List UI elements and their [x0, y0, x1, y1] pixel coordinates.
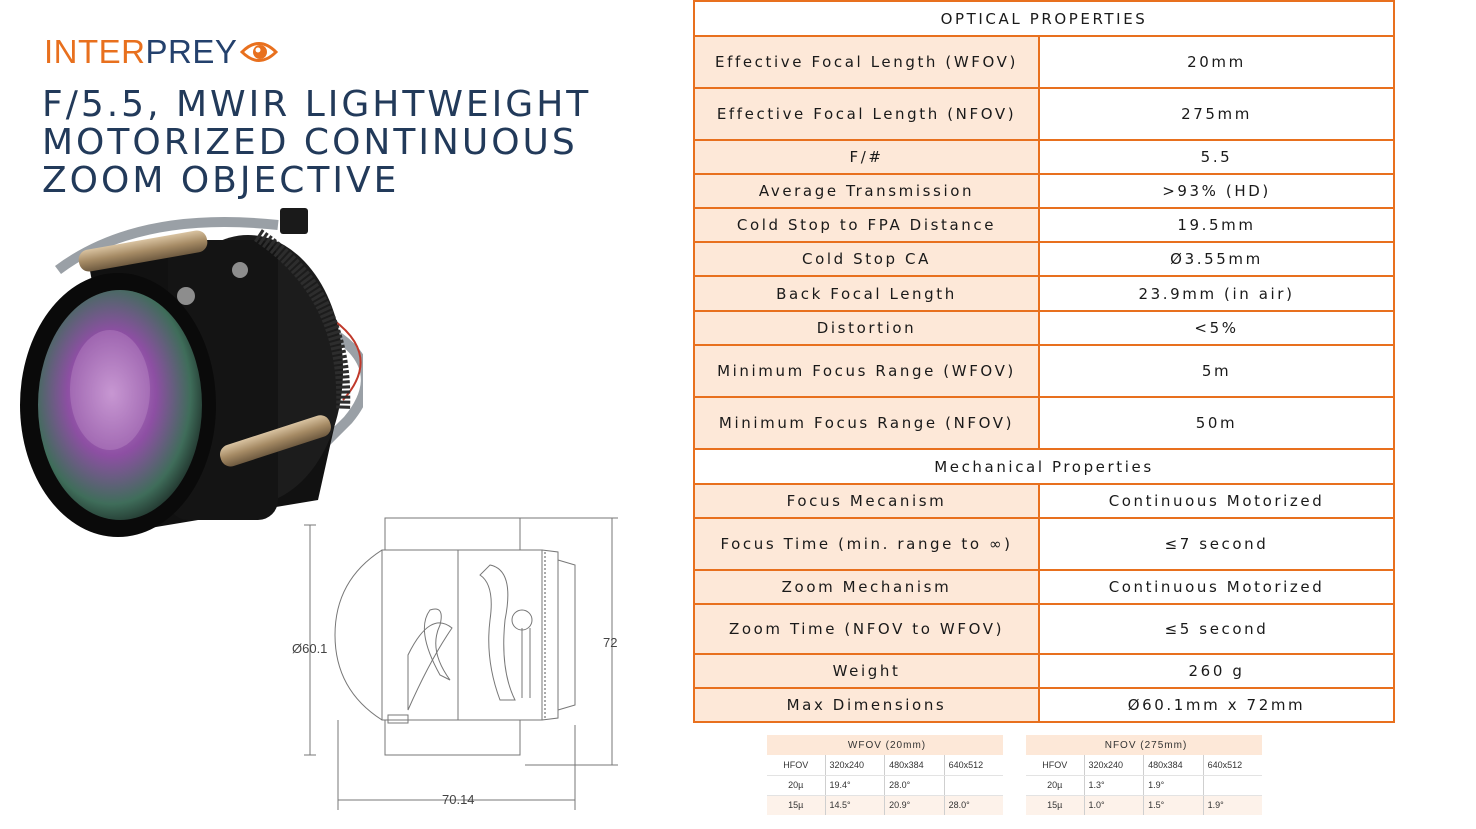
optical-property-value: 5m: [1039, 345, 1394, 397]
optical-property-label: Effective Focal Length (NFOV): [694, 88, 1039, 140]
properties-table: [693, 0, 1395, 723]
optical-property-row: [694, 311, 1394, 345]
product-title: [42, 86, 662, 200]
mechanical-properties-header: Mechanical Properties: [694, 449, 1394, 484]
optical-property-label: Minimum Focus Range (NFOV): [694, 397, 1039, 449]
wfov-col-header: 320x240: [825, 755, 885, 775]
wfov-cell: 20.9°: [885, 795, 945, 815]
lens-photo-image: [18, 200, 363, 545]
optical-property-label: Cold Stop CA: [694, 242, 1039, 276]
mechanical-property-row: [694, 484, 1394, 518]
title-line-1: F/5.5, MWIR LIGHTWEIGHT: [42, 84, 592, 125]
mechanical-property-row: [694, 688, 1394, 722]
optical-property-value: <5%: [1039, 311, 1394, 345]
mechanical-property-value: Continuous Motorized: [1039, 570, 1394, 604]
optical-property-row: [694, 276, 1394, 311]
nfov-cell: 1.9°: [1144, 775, 1204, 795]
mechanical-property-row: [694, 570, 1394, 604]
optical-property-row: [694, 174, 1394, 208]
optical-property-value: 275mm: [1039, 88, 1394, 140]
diameter-dimension-label: Ø60.1: [292, 641, 328, 656]
technical-drawing: [290, 510, 630, 815]
optical-property-row: [694, 208, 1394, 242]
mechanical-property-value: Continuous Motorized: [1039, 484, 1394, 518]
optical-property-row: [694, 140, 1394, 174]
wfov-col-header: HFOV: [767, 755, 825, 775]
optical-property-row: [694, 242, 1394, 276]
mechanical-property-label: Zoom Mechanism: [694, 570, 1039, 604]
optical-property-label: Cold Stop to FPA Distance: [694, 208, 1039, 242]
nfov-cell: 20µ: [1026, 775, 1084, 795]
logo-text-prey: PREY: [145, 33, 238, 70]
mechanical-property-value: Ø60.1mm x 72mm: [1039, 688, 1394, 722]
optical-property-row: [694, 36, 1394, 88]
nfov-cell: [1203, 775, 1262, 795]
mechanical-property-label: Focus Mecanism: [694, 484, 1039, 518]
nfov-cell: 1.5°: [1144, 795, 1204, 815]
wfov-cell: 14.5°: [825, 795, 885, 815]
nfov-cell: 15µ: [1026, 795, 1084, 815]
optical-property-label: F/#: [694, 140, 1039, 174]
optical-property-value: 50m: [1039, 397, 1394, 449]
mechanical-property-label: Focus Time (min. range to ∞): [694, 518, 1039, 570]
optical-property-label: Effective Focal Length (WFOV): [694, 36, 1039, 88]
wfov-cell: 28.0°: [944, 795, 1003, 815]
mechanical-property-row: [694, 604, 1394, 654]
optical-property-value: 19.5mm: [1039, 208, 1394, 242]
optical-property-row: [694, 88, 1394, 140]
nfov-table: [1026, 735, 1262, 815]
nfov-table-title: NFOV (275mm): [1026, 735, 1262, 755]
nfov-col-header: 480x384: [1144, 755, 1204, 775]
wfov-table: [767, 735, 1003, 815]
eye-logo-icon: [239, 37, 279, 67]
wfov-cell: [944, 775, 1003, 795]
mechanical-property-value: ≤7 second: [1039, 518, 1394, 570]
nfov-cell: 1.3°: [1084, 775, 1144, 795]
mechanical-property-value: 260 g: [1039, 654, 1394, 688]
optical-property-value: >93% (HD): [1039, 174, 1394, 208]
title-line-3: ZOOM OBJECTIVE: [42, 160, 400, 201]
nfov-col-header: HFOV: [1026, 755, 1084, 775]
brand-logo: [44, 34, 279, 70]
dimension-drawing-image: [290, 510, 630, 815]
height-dimension-label: 72: [603, 635, 618, 650]
mechanical-property-row: [694, 654, 1394, 688]
mechanical-property-label: Zoom Time (NFOV to WFOV): [694, 604, 1039, 654]
optical-property-label: Distortion: [694, 311, 1039, 345]
length-dimension-label: 70.14: [442, 792, 475, 807]
wfov-cell: 15µ: [767, 795, 825, 815]
optical-property-row: [694, 345, 1394, 397]
optical-property-label: Minimum Focus Range (WFOV): [694, 345, 1039, 397]
mechanical-property-value: ≤5 second: [1039, 604, 1394, 654]
wfov-col-header: 640x512: [944, 755, 1003, 775]
wfov-table-title: WFOV (20mm): [767, 735, 1003, 755]
mechanical-property-label: Max Dimensions: [694, 688, 1039, 722]
optical-property-row: [694, 397, 1394, 449]
nfov-col-header: 640x512: [1203, 755, 1262, 775]
title-line-2: MOTORIZED CONTINUOUS: [42, 122, 578, 163]
optical-property-label: Average Transmission: [694, 174, 1039, 208]
nfov-cell: 1.9°: [1203, 795, 1262, 815]
optical-property-value: 20mm: [1039, 36, 1394, 88]
optical-property-label: Back Focal Length: [694, 276, 1039, 311]
mechanical-property-label: Weight: [694, 654, 1039, 688]
optical-properties-header: OPTICAL PROPERTIES: [694, 1, 1394, 36]
nfov-col-header: 320x240: [1084, 755, 1144, 775]
wfov-cell: 19.4°: [825, 775, 885, 795]
mechanical-property-row: [694, 518, 1394, 570]
optical-property-value: 5.5: [1039, 140, 1394, 174]
optical-property-value: 23.9mm (in air): [1039, 276, 1394, 311]
wfov-col-header: 480x384: [885, 755, 945, 775]
logo-text-inter: INTER: [44, 33, 146, 70]
wfov-cell: 20µ: [767, 775, 825, 795]
optical-property-value: Ø3.55mm: [1039, 242, 1394, 276]
nfov-cell: 1.0°: [1084, 795, 1144, 815]
wfov-cell: 28.0°: [885, 775, 945, 795]
